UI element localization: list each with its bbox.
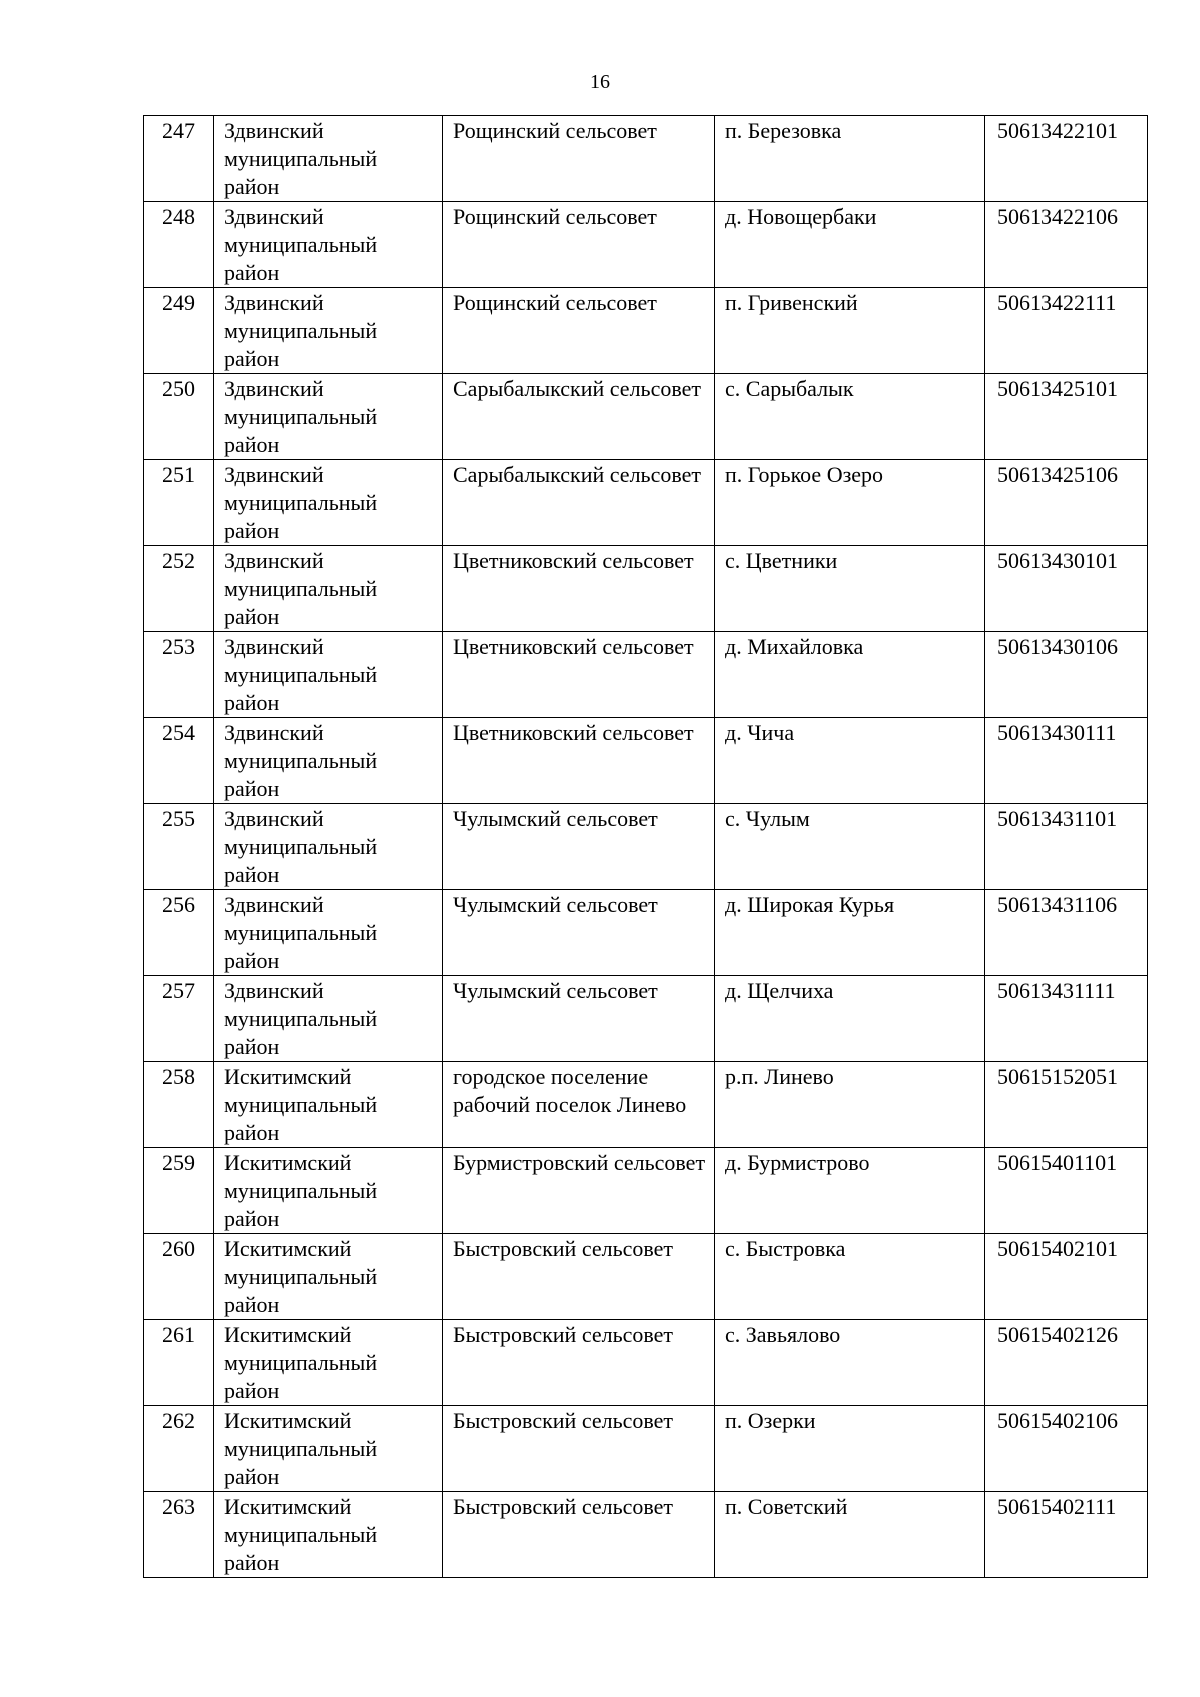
row-number-cell: 256 [144,890,214,976]
district-cell: Здвинский муниципальный район [214,804,443,890]
settlement-cell: Сарыбалыкский сельсовет [443,460,715,546]
row-number-cell: 253 [144,632,214,718]
page-number: 16 [590,71,610,93]
locality-cell: п. Советский [715,1492,985,1578]
table-row [144,1406,1148,1492]
locality-cell: с. Быстровка [715,1234,985,1320]
table-row [144,890,1148,976]
settlement-cell: Быстровский сельсовет [443,1234,715,1320]
locality-cell: с. Сарыбалык [715,374,985,460]
district-cell: Искитимский муниципальный район [214,1062,443,1148]
locality-cell: д. Бурмистрово [715,1148,985,1234]
settlement-cell: Сарыбалыкский сельсовет [443,374,715,460]
locality-cell: р.п. Линево [715,1062,985,1148]
locality-cell: д. Новощербаки [715,202,985,288]
oktmo-code-cell: 50615402111 [985,1492,1148,1578]
oktmo-code-cell: 50613425106 [985,460,1148,546]
district-cell: Здвинский муниципальный район [214,460,443,546]
district-cell: Здвинский муниципальный район [214,632,443,718]
row-number-cell: 254 [144,718,214,804]
row-number-cell: 260 [144,1234,214,1320]
table-body [144,116,1148,1578]
oktmo-code-cell: 50613430106 [985,632,1148,718]
table-row [144,288,1148,374]
locality-cell: с. Цветники [715,546,985,632]
locality-cell: д. Чича [715,718,985,804]
settlement-cell: Бурмистровский сельсовет [443,1148,715,1234]
oktmo-code-cell: 50615402126 [985,1320,1148,1406]
oktmo-code-cell: 50615402101 [985,1234,1148,1320]
locality-cell: п. Гривенский [715,288,985,374]
settlement-cell: Чулымский сельсовет [443,804,715,890]
district-cell: Здвинский муниципальный район [214,202,443,288]
locality-cell: с. Чулым [715,804,985,890]
table-row [144,546,1148,632]
district-cell: Искитимский муниципальный район [214,1492,443,1578]
oktmo-code-cell: 50613431106 [985,890,1148,976]
district-cell: Здвинский муниципальный район [214,546,443,632]
locality-cell: д. Михайловка [715,632,985,718]
row-number-cell: 259 [144,1148,214,1234]
table-row [144,1320,1148,1406]
oktmo-code-cell: 50613431111 [985,976,1148,1062]
oktmo-code-cell: 50613422106 [985,202,1148,288]
row-number-cell: 255 [144,804,214,890]
district-cell: Здвинский муниципальный район [214,288,443,374]
table-row [144,1492,1148,1578]
table-row [144,1062,1148,1148]
oktmo-code-cell: 50615402106 [985,1406,1148,1492]
row-number-cell: 247 [144,116,214,202]
locality-cell: д. Щелчиха [715,976,985,1062]
oktmo-code-cell: 50613425101 [985,374,1148,460]
settlement-cell: Чулымский сельсовет [443,890,715,976]
table-row [144,632,1148,718]
row-number-cell: 249 [144,288,214,374]
settlement-cell: Быстровский сельсовет [443,1492,715,1578]
row-number-cell: 257 [144,976,214,1062]
locality-cell: с. Завьялово [715,1320,985,1406]
district-cell: Здвинский муниципальный район [214,890,443,976]
oktmo-code-cell: 50615401101 [985,1148,1148,1234]
table-row [144,1234,1148,1320]
row-number-cell: 258 [144,1062,214,1148]
row-number-cell: 252 [144,546,214,632]
row-number-cell: 251 [144,460,214,546]
row-number-cell: 263 [144,1492,214,1578]
oktmo-code-cell: 50615152051 [985,1062,1148,1148]
settlement-cell: Рощинский сельсовет [443,288,715,374]
oktmo-code-cell: 50613430101 [985,546,1148,632]
locality-cell: д. Широкая Курья [715,890,985,976]
table-row [144,202,1148,288]
locality-cell: п. Березовка [715,116,985,202]
settlement-cell: Рощинский сельсовет [443,116,715,202]
settlement-cell: Цветниковский сельсовет [443,546,715,632]
settlements-table [143,115,1148,1578]
locality-cell: п. Озерки [715,1406,985,1492]
district-cell: Здвинский муниципальный район [214,116,443,202]
settlement-cell: Цветниковский сельсовет [443,718,715,804]
district-cell: Искитимский муниципальный район [214,1148,443,1234]
settlement-cell: Цветниковский сельсовет [443,632,715,718]
table-row [144,374,1148,460]
table-row [144,116,1148,202]
table-row [144,718,1148,804]
settlement-cell: Рощинский сельсовет [443,202,715,288]
oktmo-code-cell: 50613422101 [985,116,1148,202]
district-cell: Искитимский муниципальный район [214,1234,443,1320]
settlement-cell: Чулымский сельсовет [443,976,715,1062]
settlement-cell: городское поселение рабочий поселок Линево [443,1062,715,1148]
table-row [144,804,1148,890]
locality-cell: п. Горькое Озеро [715,460,985,546]
oktmo-code-cell: 50613422111 [985,288,1148,374]
table-row [144,976,1148,1062]
oktmo-code-cell: 50613430111 [985,718,1148,804]
district-cell: Здвинский муниципальный район [214,718,443,804]
row-number-cell: 248 [144,202,214,288]
district-cell: Здвинский муниципальный район [214,976,443,1062]
row-number-cell: 262 [144,1406,214,1492]
table-row [144,1148,1148,1234]
row-number-cell: 261 [144,1320,214,1406]
oktmo-code-cell: 50613431101 [985,804,1148,890]
district-cell: Искитимский муниципальный район [214,1320,443,1406]
row-number-cell: 250 [144,374,214,460]
table-row [144,460,1148,546]
settlement-cell: Быстровский сельсовет [443,1406,715,1492]
district-cell: Искитимский муниципальный район [214,1406,443,1492]
settlement-cell: Быстровский сельсовет [443,1320,715,1406]
district-cell: Здвинский муниципальный район [214,374,443,460]
